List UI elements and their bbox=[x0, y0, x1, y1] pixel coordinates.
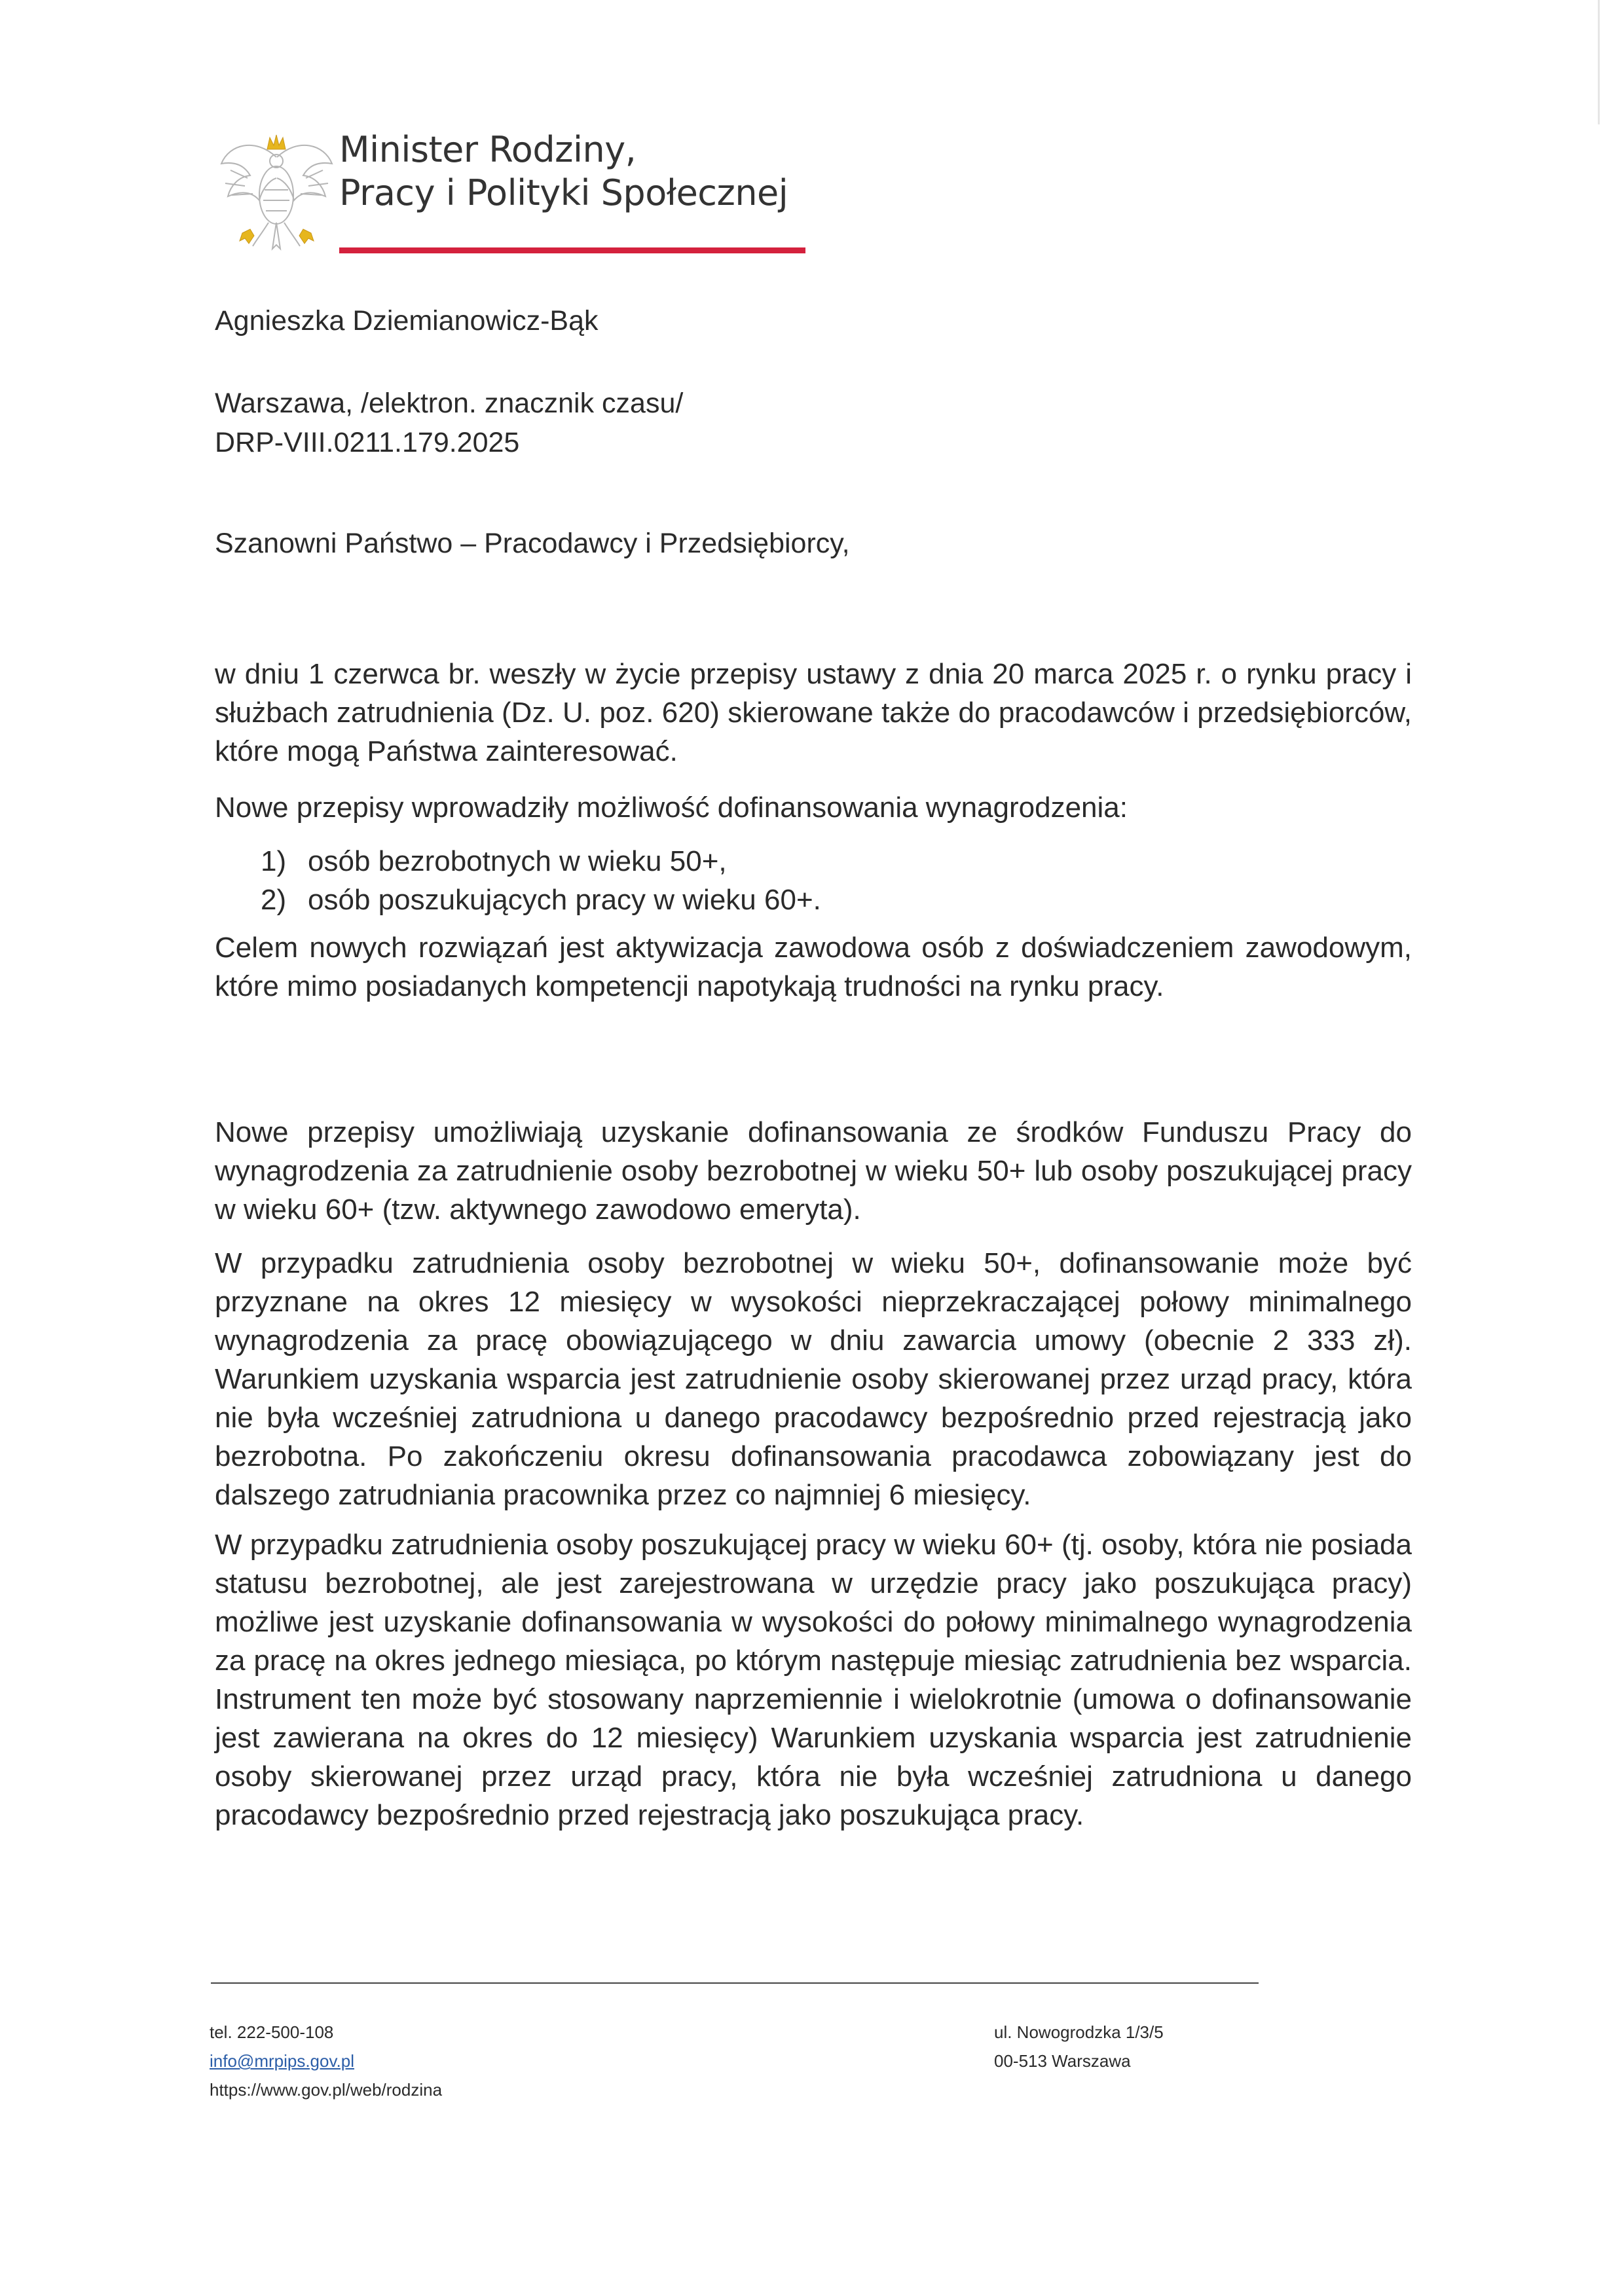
paragraph-list-lead: Nowe przepisy wprowadziły możliwość dofinansowania wynagrodzenia: bbox=[215, 792, 1128, 824]
paragraph-intro: w dniu 1 czerwca br. weszły w życie przepisy ustawy z dnia 20 marca 2025 r. o rynku pracy i służbach zatrudnienia (Dz. U. poz. 620) skierowane także do pracodawców i przedsiębiorców, które mogą Państwa zainteresować. bbox=[215, 658, 1412, 767]
office-name-line-1: Minister Rodziny, bbox=[339, 129, 637, 170]
paragraph-goal: Celem nowych rozwiązań jest aktywizacja zawodowa osób z doświadczeniem zawodowym, które mimo posiadanych kompetencji napotykają trudności na rynku pracy. bbox=[215, 932, 1412, 1002]
list-item-number: 2) bbox=[261, 884, 287, 916]
footer-website: https://www.gov.pl/web/rodzina bbox=[210, 2080, 443, 2100]
list-item-text: osób bezrobotnych w wieku 50+, bbox=[308, 845, 727, 877]
letterhead bbox=[208, 111, 837, 268]
footer-divider bbox=[211, 1982, 1259, 1984]
footer-address bbox=[994, 2018, 1164, 2075]
paragraph-funding-overview: Nowe przepisy umożliwiają uzyskanie dofinansowania ze środków Funduszu Pracy do wynagrodzenia za zatrudnienie osoby bezrobotnej w wieku 50+ lub osoby poszukującej pracy w wieku 60+ (tzw. aktywnego zawodowo emeryta). bbox=[215, 1116, 1412, 1226]
paragraph-jobseeker-60-plus: W przypadku zatrudnienia osoby poszukującej pracy w wieku 60+ (tj. osoby, która nie posiada statusu bezrobotnej, ale jest zarejestrowana w urzędzie pracy jako poszukująca pracy) możliwe jest uzyskanie dofinansowania w wysokości do połowy minimalnego wynagrodzenia za pracę na okres jednego miesiąca, po którym następuje miesiąc zatrudnienia bez wsparcia. Instrument ten może być stosowany naprzemiennie i wielokrotnie (umowa o dofinansowanie jest zawierana na okres do 12 miesięcy) Warunkiem uzyskania wsparcia jest zatrudnienie osoby skierowanej przez urząd pracy, która nie była wcześniej zatrudniona u danego pracodawcy bezpośrednio przed rejestracją jako poszukująca pracy. bbox=[215, 1529, 1412, 1831]
office-name-line-2: Pracy i Polityki Społecznej bbox=[339, 172, 788, 213]
office-name bbox=[339, 128, 788, 215]
place-date: Warszawa, /elektron. znacznik czasu/ bbox=[215, 388, 684, 419]
footer-street: ul. Nowogrodzka 1/3/5 bbox=[994, 2022, 1164, 2042]
footer-city: 00-513 Warszawa bbox=[994, 2051, 1131, 2071]
list-item-text: osób poszukujących pracy w wieku 60+. bbox=[308, 884, 821, 916]
list-item bbox=[261, 881, 821, 919]
signatory-name: Agnieszka Dziemianowicz-Bąk bbox=[215, 305, 599, 337]
accent-rule bbox=[339, 247, 805, 253]
polish-eagle-emblem-icon bbox=[216, 118, 337, 255]
eligibility-list bbox=[261, 842, 821, 919]
salutation: Szanowni Państwo – Pracodawcy i Przedsiębiorcy, bbox=[215, 528, 850, 559]
footer-email-link[interactable]: info@mrpips.gov.pl bbox=[210, 2051, 354, 2071]
place-and-reference bbox=[215, 384, 683, 462]
list-item bbox=[261, 842, 821, 881]
scan-edge-mark bbox=[1598, 0, 1600, 124]
list-item-number: 1) bbox=[261, 845, 287, 877]
footer-phone: tel. 222-500-108 bbox=[210, 2022, 334, 2042]
paragraph-unemployed-50-plus: W przypadku zatrudnienia osoby bezrobotnej w wieku 50+, dofinansowanie może być przyznane na okres 12 miesięcy w wysokości nieprzekraczającej połowy minimalnego wynagrodzenia za pracę obowiązującego w dniu zawarcia umowy (obecnie 2 333 zł). Warunkiem uzyskania wsparcia jest zatrudnienie osoby skierowanej przez urząd pracy, która nie była wcześniej zatrudniona u danego pracodawcy bezpośrednio przed rejestracją jako bezrobotna. Po zakończeniu okresu dofinansowania pracodawca zobowiązany jest do dalszego zatrudniania pracownika przez co najmniej 6 miesięcy. bbox=[215, 1247, 1412, 1511]
footer-contact bbox=[210, 2018, 442, 2104]
reference-number: DRP-VIII.0211.179.2025 bbox=[215, 427, 520, 458]
